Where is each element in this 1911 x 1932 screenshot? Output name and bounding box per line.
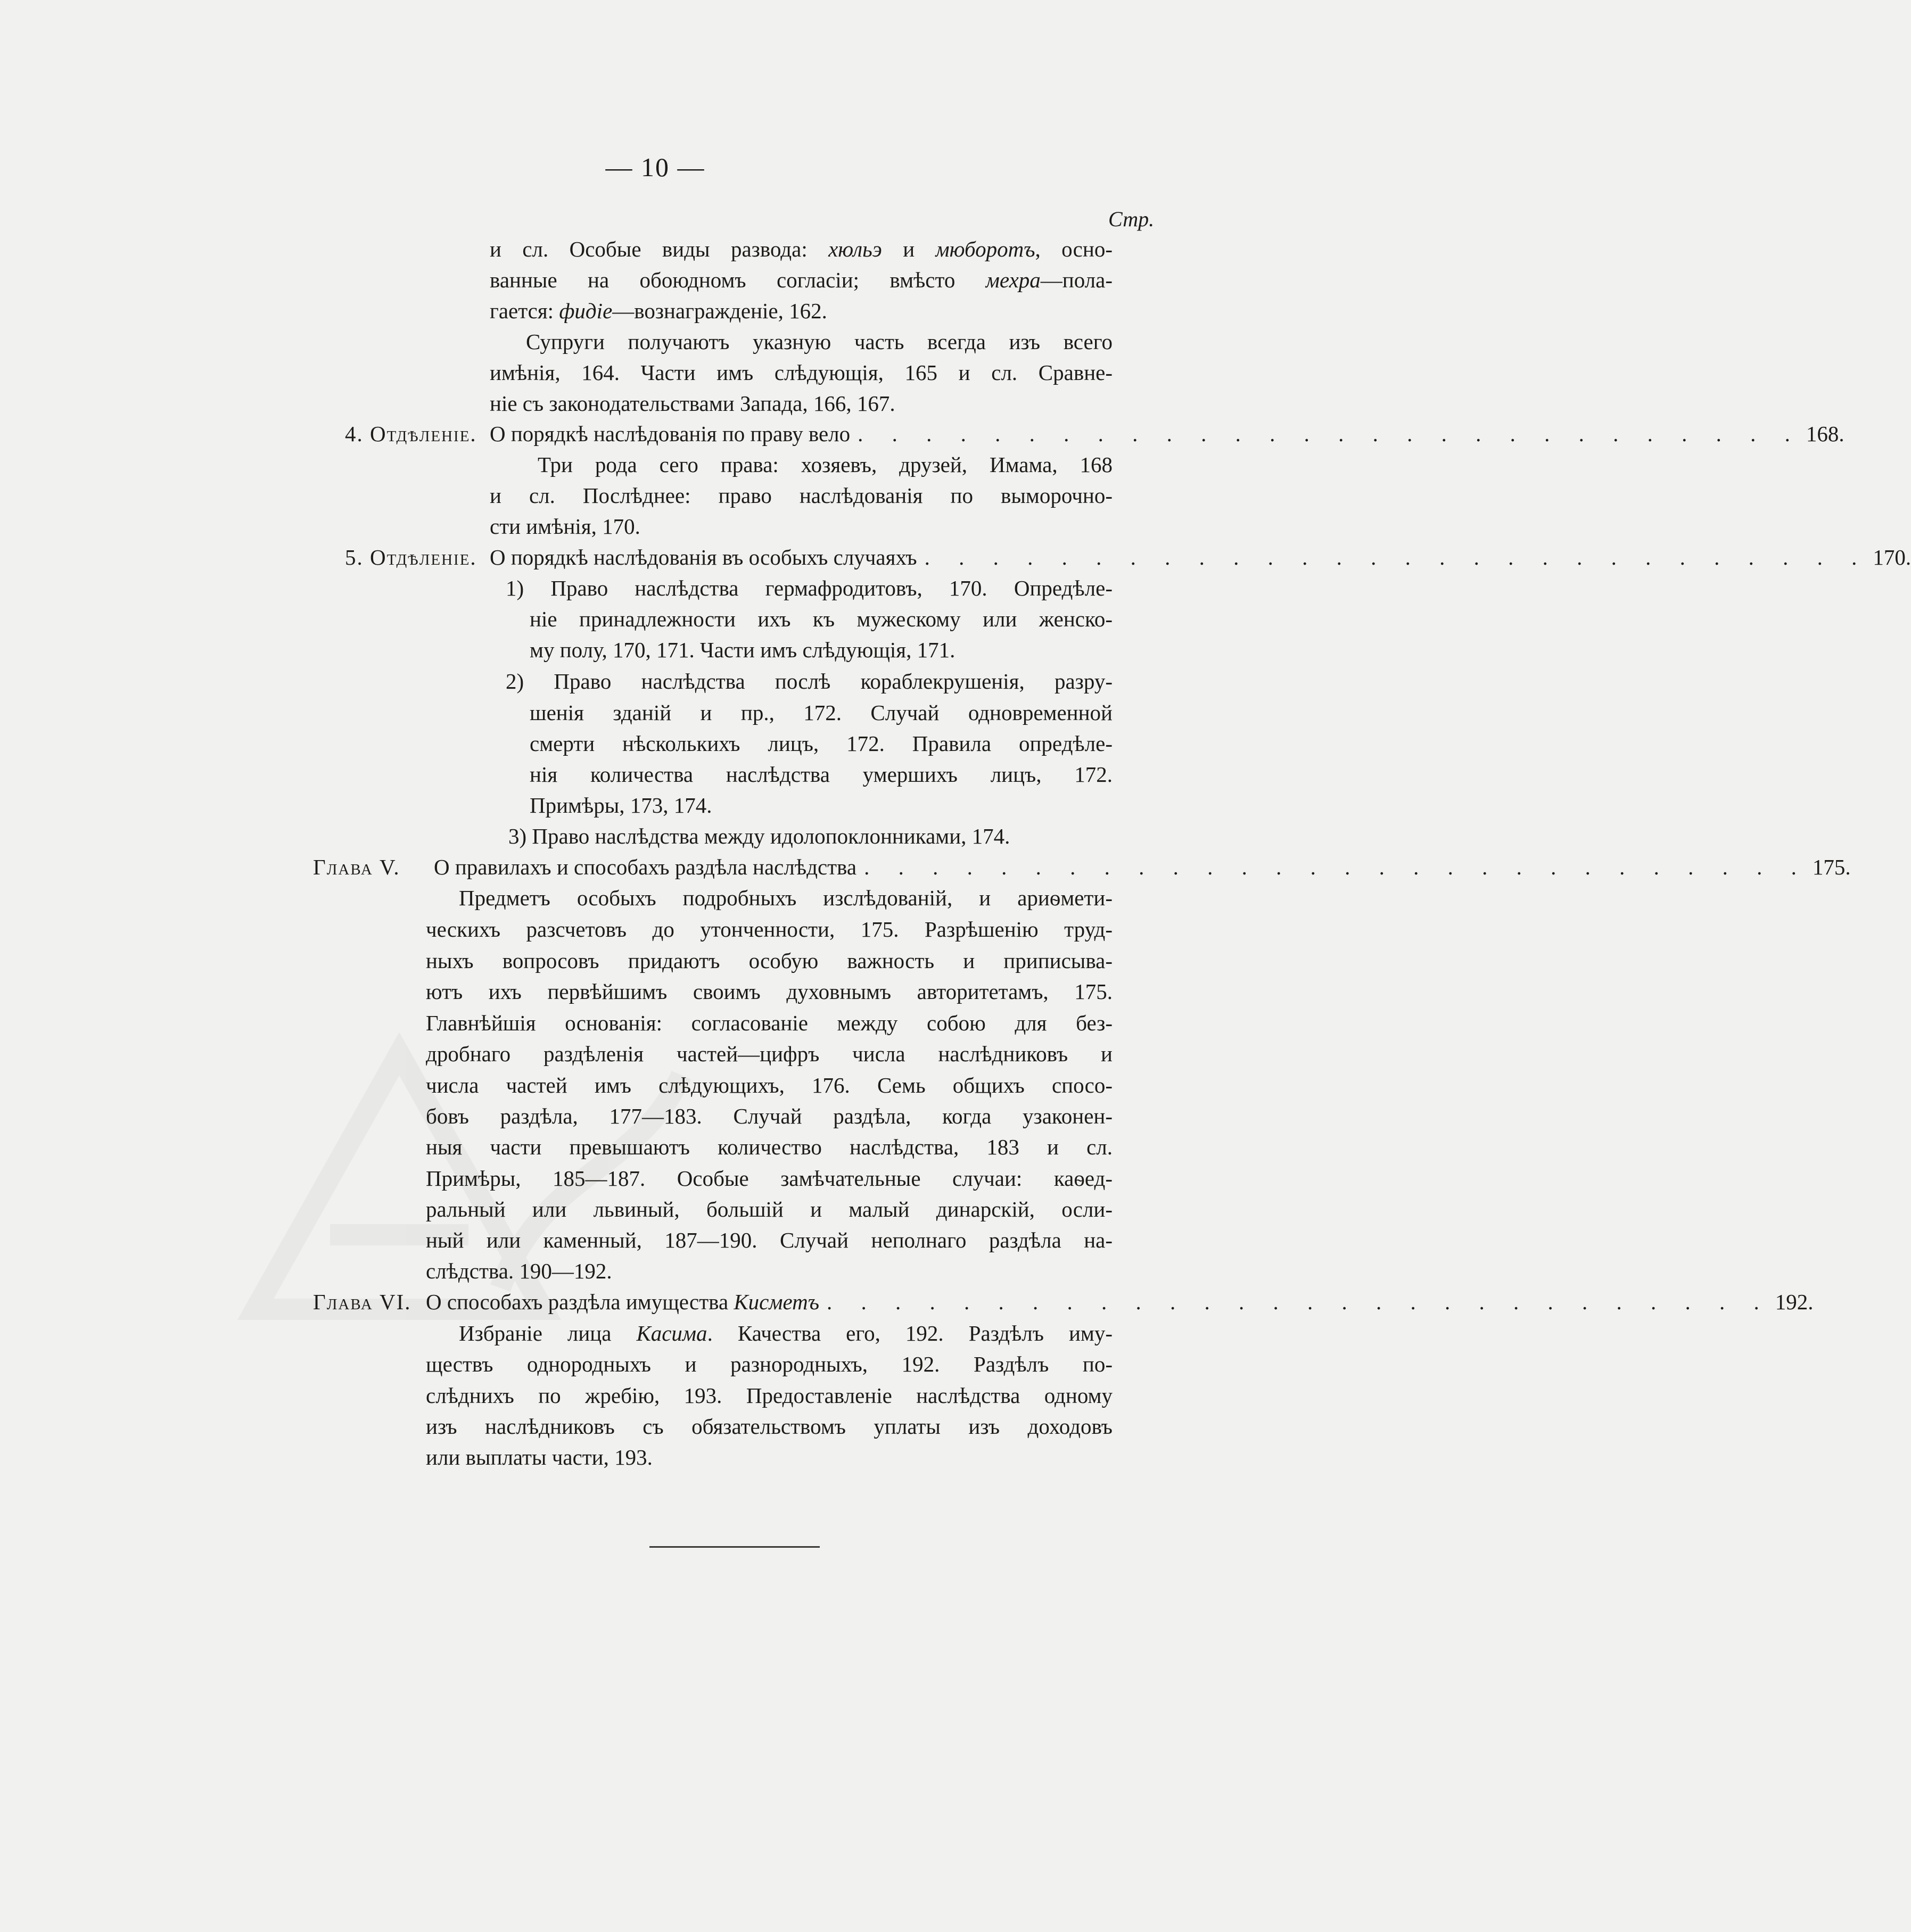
entry-body-line: 1) Право наслѣдства гермафродитовъ, 170. Опредѣле- bbox=[506, 576, 1113, 600]
chapter-body-line: ютъ ихъ первѣйшимъ своимъ духовнымъ авторитетамъ, 175. bbox=[426, 979, 1113, 1004]
entry-body-line: смерти нѣсколькихъ лицъ, 172. Правила опредѣле- bbox=[530, 731, 1113, 756]
entry-label: 4. Отдѣленіе. bbox=[345, 422, 477, 446]
entry-label: 5. Отдѣленіе. bbox=[345, 545, 477, 569]
leader-dots: . . . . . . . . . . . . . . . . . . . . . . . . . . . . bbox=[827, 1290, 1771, 1314]
chapter-title: О способахъ раздѣла имущества Кисметъ bbox=[426, 1290, 820, 1314]
chapter-body-line: ныя части превышаютъ количество наслѣдства, 183 и сл. bbox=[426, 1135, 1113, 1159]
chapter-label: Глава VI. bbox=[313, 1290, 411, 1314]
toc-entry-title[interactable] bbox=[490, 542, 1911, 573]
entry-body-line: му полу, 170, 171. Части имъ слѣдующія, 171. bbox=[530, 638, 956, 662]
entry-body-line: Три рода сего права: хозяевъ, друзей, Имама, 168 bbox=[538, 452, 1113, 477]
entry-title: О порядкѣ наслѣдованія по праву вело bbox=[490, 422, 851, 446]
chapter-body-line: или выплаты части, 193. bbox=[426, 1445, 653, 1469]
leader-dots: . . . . . . . . . . . . . . . . . . . . . . . . . . . . bbox=[864, 855, 1808, 879]
chapter-body-line: бовъ раздѣла, 177—183. Случай раздѣла, когда узаконен- bbox=[426, 1104, 1113, 1128]
entry-body-line: шенія зданій и пр., 172. Случай одновременной bbox=[530, 700, 1113, 725]
chapter-body-line: ческихъ разсчетовъ до утонченности, 175. Разрѣшенію труд- bbox=[426, 917, 1113, 942]
toc-entry-title[interactable] bbox=[490, 418, 1844, 449]
chapter-body-line: слѣдства. 190—192. bbox=[426, 1259, 612, 1283]
continuation-line: ніе съ законодательствами Запада, 166, 167. bbox=[490, 391, 895, 416]
end-divider bbox=[649, 1546, 820, 1548]
continuation-line: имѣнія, 164. Части имъ слѣдующія, 165 и сл. Сравне- bbox=[490, 360, 1113, 385]
chapter-body-line: Примѣры, 185—187. Особые замѣчательные случаи: каѳед- bbox=[426, 1166, 1113, 1191]
chapter-page: 175. bbox=[1812, 855, 1851, 879]
toc-chapter-title[interactable] bbox=[426, 1286, 1814, 1317]
chapter-page: 192. bbox=[1775, 1290, 1814, 1314]
continuation-line: Супруги получаютъ указную часть всегда изъ всего bbox=[526, 329, 1113, 354]
chapter-body-line: изъ наслѣдниковъ съ обязательствомъ уплаты изъ доходовъ bbox=[426, 1414, 1113, 1439]
chapter-body-line: ральный или львиный, большій и малый динарскій, осли- bbox=[426, 1197, 1113, 1221]
continuation-line: и сл. Особые виды развода: хюльэ и мюборотъ, осно- bbox=[490, 237, 1113, 261]
page-number: — 10 — bbox=[605, 152, 705, 182]
chapter-body-line: ный или каменный, 187—190. Случай неполнаго раздѣла на- bbox=[426, 1228, 1113, 1252]
entry-body-line: и сл. Послѣднее: право наслѣдованія по выморочно- bbox=[490, 483, 1113, 508]
entry-body-line: Примѣры, 173, 174. bbox=[530, 793, 712, 818]
leader-dots: . . . . . . . . . . . . . . . . . . . . . . . . . . . . bbox=[858, 422, 1802, 446]
chapter-body-line: дробнаго раздѣленія частей—цифръ числа наслѣдниковъ и bbox=[426, 1042, 1113, 1066]
entry-title: О порядкѣ наслѣдованія въ особыхъ случаяхъ bbox=[490, 545, 917, 569]
chapter-body-line: ныхъ вопросовъ придаютъ особую важность и приписыва- bbox=[426, 948, 1113, 973]
continuation-line: ванные на обоюдномъ согласіи; вмѣсто мехра—пола- bbox=[490, 268, 1113, 292]
page-column-label: Стр. bbox=[1108, 207, 1155, 231]
leader-dots: . . . . . . . . . . . . . . . . . . . . . . . . . . . . bbox=[924, 545, 1869, 569]
entry-page: 170. bbox=[1873, 545, 1911, 569]
entry-body-line: сти имѣнія, 170. bbox=[490, 514, 640, 539]
toc-chapter-title[interactable] bbox=[434, 852, 1851, 882]
continuation-line: гается: фидіе—вознагражденіе, 162. bbox=[490, 299, 827, 323]
chapter-body-line: ществъ однородныхъ и разнородныхъ, 192. Раздѣлъ по- bbox=[426, 1352, 1113, 1376]
chapter-title: О правилахъ и способахъ раздѣла наслѣдства bbox=[434, 855, 857, 879]
chapter-label: Глава V. bbox=[313, 855, 400, 879]
entry-body-line: 3) Право наслѣдства между идолопоклонниками, 174. bbox=[508, 824, 1010, 848]
entry-body-line: нія количества наслѣдства умершихъ лицъ, 172. bbox=[530, 762, 1113, 787]
entry-body-line: ніе принадлежности ихъ къ мужескому или женско- bbox=[530, 607, 1113, 631]
chapter-body-line: Предметъ особыхъ подробныхъ изслѣдованій, и ариѳмети- bbox=[459, 886, 1113, 910]
chapter-body-line: Главнѣйшія основанія: согласованіе между собою для без- bbox=[426, 1011, 1113, 1035]
chapter-body-line: слѣднихъ по жребію, 193. Предоставленіе наслѣдства одному bbox=[426, 1383, 1113, 1408]
entry-page: 168. bbox=[1806, 422, 1844, 446]
chapter-body-line: Избраніе лица Касима. Качества его, 192. Раздѣлъ иму- bbox=[459, 1321, 1113, 1345]
entry-body-line: 2) Право наслѣдства послѣ кораблекрушенія, разру- bbox=[506, 669, 1113, 693]
chapter-body-line: числа частей имъ слѣдующихъ, 176. Семь общихъ спосо- bbox=[426, 1073, 1113, 1097]
